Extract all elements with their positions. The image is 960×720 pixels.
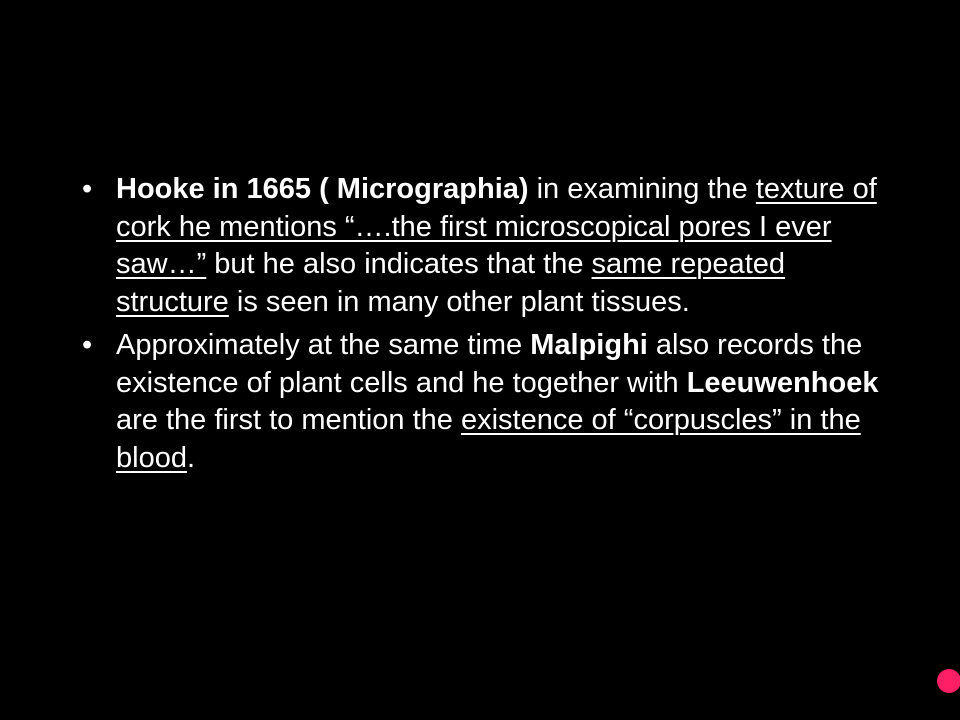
bullet-text: are the first to mention the xyxy=(116,404,461,436)
bullet-item-hooke xyxy=(82,171,882,321)
accent-dot-icon xyxy=(937,669,960,693)
bullet-text: Approximately at the same time xyxy=(116,329,531,361)
bullet-marker: • xyxy=(82,329,93,361)
bullet-text: is seen in many other plant tissues. xyxy=(228,285,690,318)
bullet-text-bold: Leeuwenhoek xyxy=(686,366,879,399)
bullet-text: in examining the xyxy=(528,173,756,205)
bullet-text: . xyxy=(186,441,196,474)
bullet-text: but he also indicates that the xyxy=(206,248,592,280)
bullet-text-underlined: same repeated structure xyxy=(116,248,786,318)
bullet-list xyxy=(82,171,882,483)
bullet-marker: • xyxy=(82,173,93,205)
bullet-text-underlined: texture of cork he mentions “….the first microscopical pores I ever saw…” xyxy=(116,173,877,280)
bullet-text-bold: Hooke in 1665 ( Micrographia) xyxy=(116,173,529,205)
bullet-text-bold: Malpighi xyxy=(530,329,648,361)
bullet-text: also records the existence of plant cells and he together with xyxy=(116,329,863,399)
bullet-item-malpighi xyxy=(82,327,882,477)
bullet-text-underlined: existence of “corpuscles” in the blood xyxy=(116,404,861,474)
